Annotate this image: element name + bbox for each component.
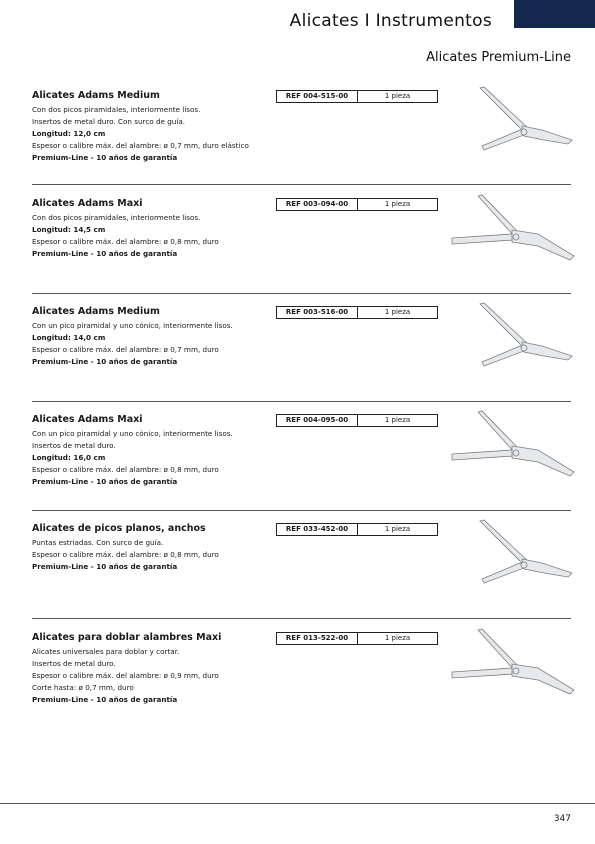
product-detail-line: Con un pico piramidal y uno cónico, interiormente lisos. [32,429,233,438]
product-detail-line: Insertos de metal duro. Con surco de guía. [32,117,186,126]
product-detail-line: Alicates universales para doblar y cortar. [32,647,180,656]
reference-number: REF 003-516-00 [277,307,358,318]
reference-number: REF 003-094-00 [277,199,358,210]
product-item [32,306,572,368]
product-detail-line: Con un pico piramidal y uno cónico, interiormente lisos. [32,321,233,330]
product-detail-line: Espesor o calibre máx. del alambre: ø 0,8 mm, duro [32,465,219,474]
product-detail-line: Premium-Line - 10 años de garantía [32,477,178,486]
product-detail-line: Insertos de metal duro. [32,659,116,668]
quantity-label: 1 pieza [384,200,411,208]
product-name: Alicates de picos planos, anchos [32,523,206,534]
reference-number: REF 033-452-00 [277,524,358,535]
section-divider [32,401,571,402]
quantity-label: 1 pieza [384,525,411,533]
product-detail-line: Premium-Line - 10 años de garantía [32,562,178,571]
product-name: Alicates Adams Maxi [32,414,143,425]
pliers-icon [450,302,576,384]
product-item [32,198,572,260]
section-divider [32,184,571,185]
product-detail-line: Espesor o calibre máx. del alambre: ø 0,7 mm, duro elástico [32,141,249,150]
pliers-icon [450,628,576,710]
product-name: Alicates para doblar alambres Maxi [32,632,222,643]
header-color-block [514,0,595,28]
reference-number: REF 004-515-00 [277,91,358,102]
pliers-icon [450,86,576,168]
product-detail-line: Espesor o calibre máx. del alambre: ø 0,7 mm, duro [32,345,219,354]
section-subtitle: Alicates Premium-Line [426,50,571,65]
reference-box [276,414,438,427]
pliers-icon [450,194,576,276]
product-detail-line: Puntas estriadas. Con surco de guía. [32,538,164,547]
reference-number: REF 013-522-00 [277,633,358,644]
product-name: Alicates Adams Medium [32,306,160,317]
page-number: 347 [553,814,571,824]
pliers-icon [450,519,576,601]
quantity-label: 1 pieza [384,308,411,316]
product-detail-line: Premium-Line - 10 años de garantía [32,357,178,366]
footer-divider [0,803,595,804]
reference-box [276,90,438,103]
product-detail-line: Longitud: 16,0 cm [32,453,106,462]
quantity-label: 1 pieza [384,92,411,100]
section-divider [32,618,571,619]
product-detail-line: Espesor o calibre máx. del alambre: ø 0,8 mm, duro [32,550,219,559]
reference-box [276,632,438,645]
product-detail-line: Espesor o calibre máx. del alambre: ø 0,8 mm, duro [32,237,219,246]
section-divider [32,293,571,294]
product-detail-line: Longitud: 12,0 cm [32,129,106,138]
pliers-icon [450,410,576,492]
product-detail-line: Longitud: 14,0 cm [32,333,106,342]
product-detail-line: Con dos picos piramidales, interiormente lisos. [32,213,201,222]
product-item [32,414,572,488]
reference-box [276,306,438,319]
reference-number: REF 004-095-00 [277,415,358,426]
product-item [32,90,572,164]
product-detail-line: Longitud: 14,5 cm [32,225,106,234]
section-divider [32,510,571,511]
product-detail-line: Espesor o calibre máx. del alambre: ø 0,9 mm, duro [32,671,219,680]
product-detail-line: Premium-Line - 10 años de garantía [32,249,178,258]
product-name: Alicates Adams Medium [32,90,160,101]
product-detail-line: Premium-Line - 10 años de garantía [32,695,178,704]
product-name: Alicates Adams Maxi [32,198,143,209]
reference-box [276,523,438,536]
page-title: Alicates I Instrumentos [289,11,492,31]
quantity-label: 1 pieza [384,416,411,424]
product-item [32,632,572,706]
quantity-label: 1 pieza [384,634,411,642]
product-detail-line: Con dos picos piramidales, interiormente lisos. [32,105,201,114]
product-item [32,523,572,573]
product-detail-line: Corte hasta: ø 0,7 mm, duro [32,683,134,692]
product-detail-line: Premium-Line - 10 años de garantía [32,153,178,162]
product-detail-line: Insertos de metal duro. [32,441,116,450]
reference-box [276,198,438,211]
